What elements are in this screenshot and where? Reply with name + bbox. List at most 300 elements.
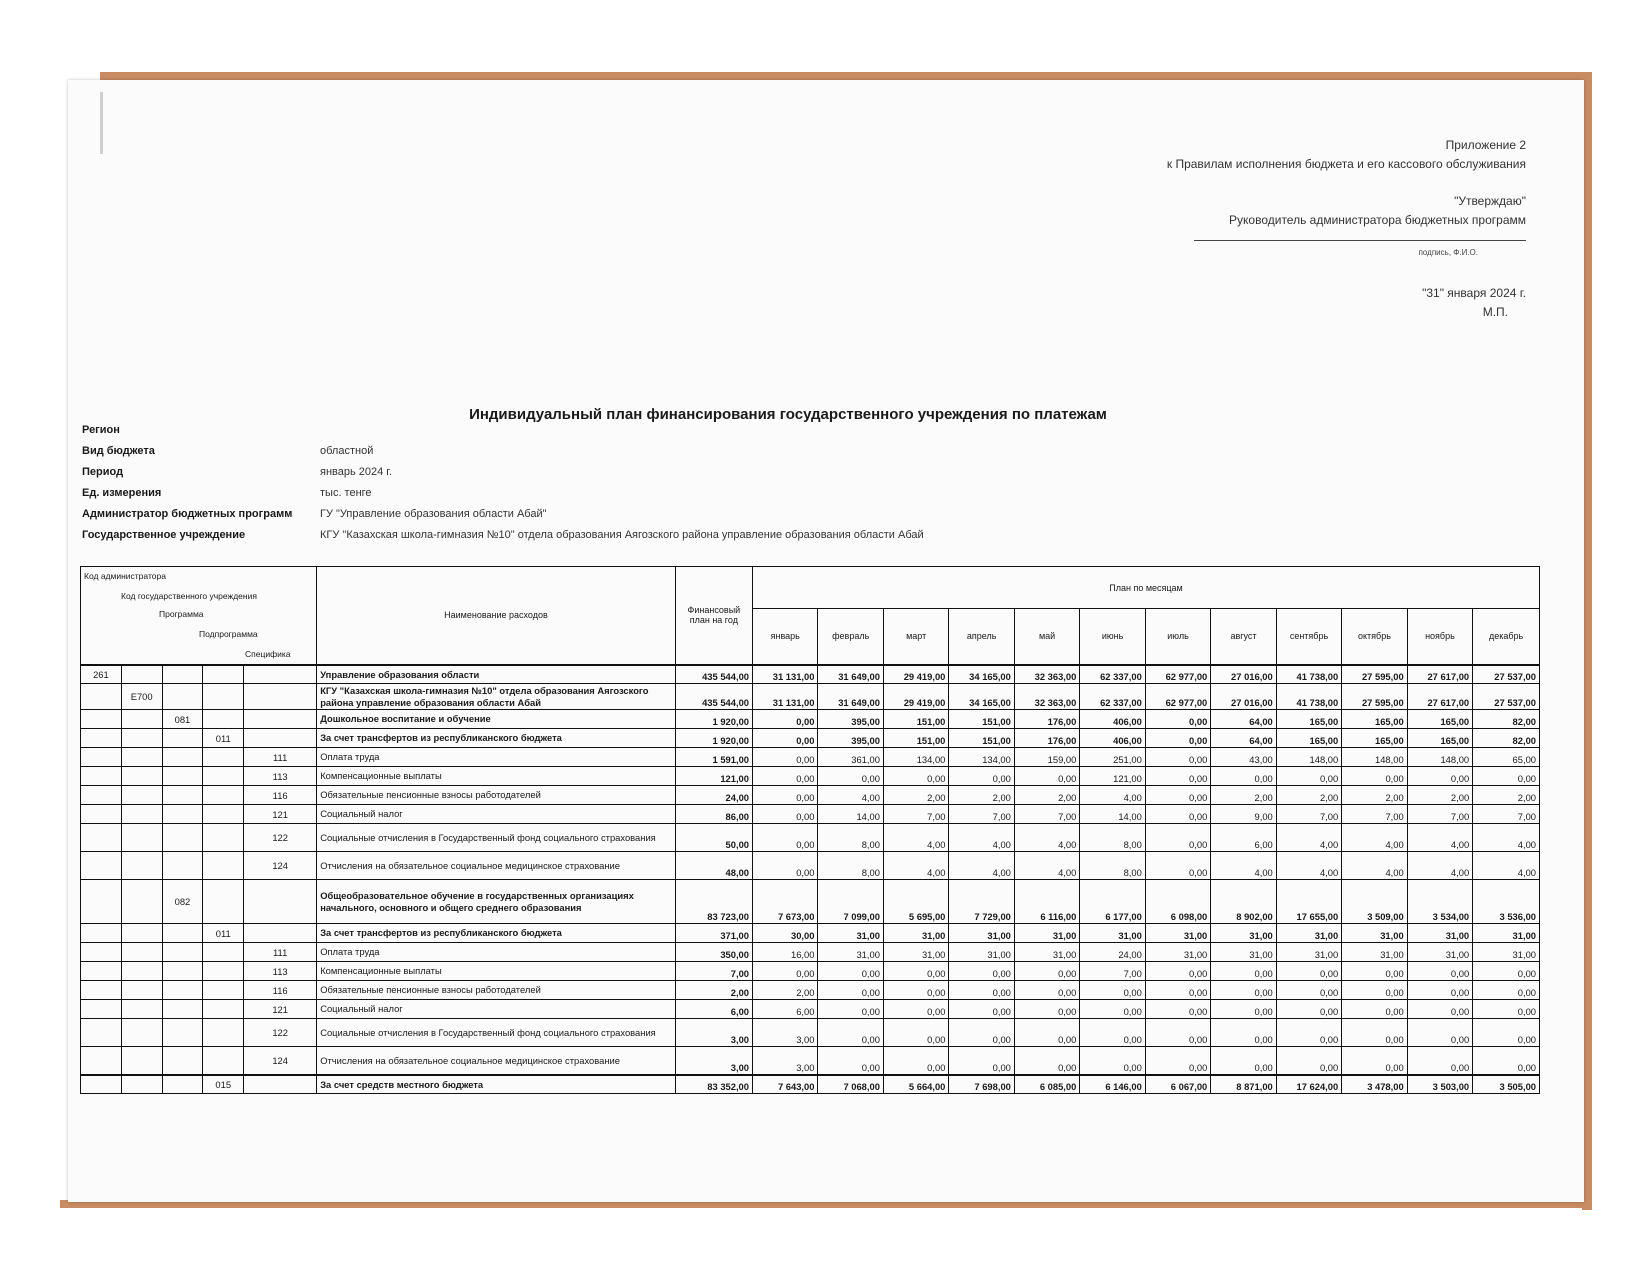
month-value-cell: 0,00 <box>1145 1000 1210 1019</box>
month-value-cell: 7 099,00 <box>818 880 883 924</box>
month-header: январь <box>753 609 818 665</box>
table-row <box>81 880 1540 924</box>
meta-row: Регион <box>82 424 120 436</box>
month-value-cell: 31,00 <box>1276 943 1341 962</box>
month-value-cell: 65,00 <box>1473 748 1540 767</box>
table-row <box>81 852 1540 880</box>
code-cell <box>162 1019 203 1047</box>
month-value-cell: 0,00 <box>1145 748 1210 767</box>
paper-edge-mark <box>100 92 103 154</box>
month-value-cell: 2,00 <box>949 786 1014 805</box>
code-header: Код администратора Код государственного учреждения Программа Подпрограмма Специфика <box>81 567 317 665</box>
month-value-cell: 62 977,00 <box>1145 684 1210 710</box>
month-value-cell: 4,00 <box>883 824 948 852</box>
month-value-cell: 7,00 <box>1276 805 1341 824</box>
month-value-cell: 4,00 <box>1407 824 1472 852</box>
table-row <box>81 710 1540 729</box>
code-cell <box>81 1000 122 1019</box>
meta-row: Вид бюджета областной <box>82 445 374 457</box>
expense-name-cell: Обязательные пенсионные взносы работодателей <box>317 981 676 1000</box>
month-header: май <box>1014 609 1079 665</box>
table-row <box>81 748 1540 767</box>
year-plan-cell: 24,00 <box>675 786 752 805</box>
code-cell <box>203 684 244 710</box>
month-value-cell: 32 363,00 <box>1014 665 1079 684</box>
expense-name-cell: Компенсационные выплаты <box>317 962 676 981</box>
table-row <box>81 1019 1540 1047</box>
month-value-cell: 2,00 <box>1211 786 1276 805</box>
code-cell <box>121 924 162 943</box>
month-value-cell: 9,00 <box>1211 805 1276 824</box>
month-value-cell: 0,00 <box>1407 1047 1472 1075</box>
month-header: декабрь <box>1473 609 1540 665</box>
month-value-cell: 31 131,00 <box>753 665 818 684</box>
code-cell <box>121 729 162 748</box>
month-value-cell: 0,00 <box>753 824 818 852</box>
month-value-cell: 6 067,00 <box>1145 1075 1210 1094</box>
code-cell <box>121 665 162 684</box>
month-value-cell: 0,00 <box>1407 1019 1472 1047</box>
month-value-cell: 121,00 <box>1080 767 1145 786</box>
code-cell <box>121 981 162 1000</box>
meta-block <box>82 420 924 546</box>
month-value-cell: 0,00 <box>1014 1019 1079 1047</box>
month-value-cell: 17 655,00 <box>1276 880 1341 924</box>
code-cell: 113 <box>244 767 317 786</box>
code-cell <box>121 962 162 981</box>
code-cell <box>244 665 317 684</box>
month-value-cell: 8,00 <box>1080 852 1145 880</box>
table-row <box>81 805 1540 824</box>
month-value-cell: 27 617,00 <box>1407 684 1472 710</box>
code-cell <box>203 805 244 824</box>
code-cell <box>203 943 244 962</box>
month-value-cell: 0,00 <box>883 1000 948 1019</box>
code-cell <box>81 981 122 1000</box>
month-value-cell: 0,00 <box>883 962 948 981</box>
month-header: февраль <box>818 609 883 665</box>
month-value-cell: 27 595,00 <box>1342 684 1407 710</box>
code-cell <box>162 981 203 1000</box>
code-cell <box>244 924 317 943</box>
month-value-cell: 31,00 <box>1014 924 1079 943</box>
code-cell <box>81 748 122 767</box>
month-value-cell: 0,00 <box>818 962 883 981</box>
month-value-cell: 0,00 <box>949 1047 1014 1075</box>
month-value-cell: 0,00 <box>1145 805 1210 824</box>
code-cell <box>162 729 203 748</box>
code-cell <box>244 729 317 748</box>
code-cell <box>81 710 122 729</box>
month-value-cell: 43,00 <box>1211 748 1276 767</box>
code-cell <box>203 1019 244 1047</box>
month-value-cell: 7,00 <box>1080 962 1145 981</box>
signature-line <box>1194 240 1526 241</box>
expense-name-cell: Компенсационные выплаты <box>317 767 676 786</box>
month-value-cell: 82,00 <box>1473 729 1540 748</box>
code-cell <box>162 748 203 767</box>
year-plan-cell: 1 920,00 <box>675 710 752 729</box>
month-value-cell: 0,00 <box>1145 962 1210 981</box>
month-value-cell: 31,00 <box>1211 924 1276 943</box>
table-row <box>81 1075 1540 1094</box>
month-value-cell: 159,00 <box>1014 748 1079 767</box>
month-value-cell: 4,00 <box>949 824 1014 852</box>
month-value-cell: 0,00 <box>818 767 883 786</box>
table-row <box>81 924 1540 943</box>
month-value-cell: 165,00 <box>1407 729 1472 748</box>
code-cell <box>81 805 122 824</box>
code-cell: 261 <box>81 665 122 684</box>
month-value-cell: 0,00 <box>1342 981 1407 1000</box>
month-value-cell: 7 673,00 <box>753 880 818 924</box>
expense-name-cell: Социальные отчисления в Государственный фонд социального страхования <box>317 824 676 852</box>
code-cell <box>244 880 317 924</box>
month-value-cell: 0,00 <box>1145 981 1210 1000</box>
approval-block <box>1166 136 1526 322</box>
code-cell <box>121 824 162 852</box>
month-value-cell: 8,00 <box>818 824 883 852</box>
month-value-cell: 151,00 <box>949 710 1014 729</box>
month-header: июль <box>1145 609 1210 665</box>
code-cell <box>121 852 162 880</box>
month-value-cell: 0,00 <box>1276 767 1341 786</box>
month-value-cell: 0,00 <box>949 1000 1014 1019</box>
month-value-cell: 27 537,00 <box>1473 684 1540 710</box>
month-value-cell: 31,00 <box>1342 924 1407 943</box>
appendix-label: Приложение 2 <box>1445 138 1526 152</box>
month-value-cell: 3 534,00 <box>1407 880 1472 924</box>
month-value-cell: 0,00 <box>1211 962 1276 981</box>
month-value-cell: 4,00 <box>1014 852 1079 880</box>
code-cell: E700 <box>121 684 162 710</box>
code-cell <box>203 981 244 1000</box>
expense-name-cell: Отчисления на обязательное социальное медицинское страхование <box>317 852 676 880</box>
month-value-cell: 176,00 <box>1014 710 1079 729</box>
code-cell: 082 <box>162 880 203 924</box>
table-row <box>81 824 1540 852</box>
table-row <box>81 943 1540 962</box>
month-value-cell: 31,00 <box>1276 924 1341 943</box>
month-value-cell: 7,00 <box>1342 805 1407 824</box>
year-plan-cell: 50,00 <box>675 824 752 852</box>
meta-row: Администратор бюджетных программ ГУ "Управление образования области Абай" <box>82 508 547 520</box>
month-value-cell: 151,00 <box>883 710 948 729</box>
code-cell <box>203 880 244 924</box>
month-value-cell: 0,00 <box>753 767 818 786</box>
code-cell: 121 <box>244 805 317 824</box>
month-value-cell: 3 505,00 <box>1473 1075 1540 1094</box>
meta-row: Ед. измерения тыс. тенге <box>82 487 372 499</box>
year-plan-cell: 371,00 <box>675 924 752 943</box>
month-value-cell: 7,00 <box>1473 805 1540 824</box>
month-value-cell: 4,00 <box>1276 824 1341 852</box>
month-value-cell: 361,00 <box>818 748 883 767</box>
table-row <box>81 729 1540 748</box>
month-value-cell: 27 595,00 <box>1342 665 1407 684</box>
code-cell: 124 <box>244 1047 317 1075</box>
code-cell <box>81 684 122 710</box>
month-value-cell: 31 649,00 <box>818 684 883 710</box>
year-plan-cell: 435 544,00 <box>675 684 752 710</box>
month-value-cell: 30,00 <box>753 924 818 943</box>
code-cell <box>162 767 203 786</box>
code-cell <box>244 1075 317 1094</box>
month-value-cell: 0,00 <box>1342 767 1407 786</box>
month-value-cell: 0,00 <box>1276 981 1341 1000</box>
head-label: Руководитель администратора бюджетных программ <box>1229 213 1526 227</box>
code-cell <box>121 767 162 786</box>
code-cell <box>203 1000 244 1019</box>
month-value-cell: 31,00 <box>1014 943 1079 962</box>
month-value-cell: 0,00 <box>1211 1019 1276 1047</box>
expense-name-cell: За счет средств местного бюджета <box>317 1075 676 1094</box>
document-sheet <box>68 80 1584 1202</box>
month-value-cell: 0,00 <box>1473 981 1540 1000</box>
month-value-cell: 41 738,00 <box>1276 665 1341 684</box>
year-plan-cell: 435 544,00 <box>675 665 752 684</box>
month-header: сентябрь <box>1276 609 1341 665</box>
month-value-cell: 165,00 <box>1276 710 1341 729</box>
code-cell: 116 <box>244 786 317 805</box>
month-value-cell: 27 617,00 <box>1407 665 1472 684</box>
month-value-cell: 0,00 <box>1145 1019 1210 1047</box>
code-cell <box>121 1047 162 1075</box>
month-value-cell: 0,00 <box>1276 1000 1341 1019</box>
month-value-cell: 0,00 <box>1211 767 1276 786</box>
month-value-cell: 4,00 <box>1473 852 1540 880</box>
month-header: август <box>1211 609 1276 665</box>
month-value-cell: 27 016,00 <box>1211 684 1276 710</box>
code-cell <box>203 962 244 981</box>
month-value-cell: 0,00 <box>1080 1019 1145 1047</box>
month-value-cell: 0,00 <box>1080 981 1145 1000</box>
expense-name-cell: Социальные отчисления в Государственный фонд социального страхования <box>317 1019 676 1047</box>
code-cell <box>162 1047 203 1075</box>
year-header: Финансовый план на год <box>675 567 752 665</box>
meta-row: Государственное учреждение КГУ "Казахская школа-гимназия №10" отдела образования Аягозского района управление образования области Абай <box>82 529 924 541</box>
code-cell <box>162 824 203 852</box>
month-value-cell: 14,00 <box>1080 805 1145 824</box>
code-cell <box>203 710 244 729</box>
table-row <box>81 786 1540 805</box>
table-row <box>81 767 1540 786</box>
month-value-cell: 6,00 <box>1211 824 1276 852</box>
code-cell: 081 <box>162 710 203 729</box>
month-value-cell: 7 643,00 <box>753 1075 818 1094</box>
month-value-cell: 4,00 <box>818 786 883 805</box>
month-value-cell: 8 871,00 <box>1211 1075 1276 1094</box>
month-value-cell: 2,00 <box>1473 786 1540 805</box>
code-cell <box>81 786 122 805</box>
month-value-cell: 6 116,00 <box>1014 880 1079 924</box>
month-value-cell: 24,00 <box>1080 943 1145 962</box>
table-row <box>81 962 1540 981</box>
month-value-cell: 0,00 <box>1014 981 1079 1000</box>
month-value-cell: 0,00 <box>1145 710 1210 729</box>
month-value-cell: 5 664,00 <box>883 1075 948 1094</box>
month-value-cell: 0,00 <box>1407 1000 1472 1019</box>
table-row <box>81 1047 1540 1075</box>
month-header: июнь <box>1080 609 1145 665</box>
code-cell <box>162 1075 203 1094</box>
month-value-cell: 31 649,00 <box>818 665 883 684</box>
name-header: Наименование расходов <box>317 567 676 665</box>
month-header: март <box>883 609 948 665</box>
year-plan-cell: 83 352,00 <box>675 1075 752 1094</box>
code-cell <box>121 805 162 824</box>
code-cell <box>162 786 203 805</box>
month-value-cell: 6 177,00 <box>1080 880 1145 924</box>
month-value-cell: 31,00 <box>883 943 948 962</box>
month-value-cell: 3 509,00 <box>1342 880 1407 924</box>
month-value-cell: 4,00 <box>1342 852 1407 880</box>
code-cell <box>81 880 122 924</box>
code-cell <box>81 924 122 943</box>
month-value-cell: 0,00 <box>1080 1000 1145 1019</box>
month-value-cell: 0,00 <box>1211 1047 1276 1075</box>
month-value-cell: 176,00 <box>1014 729 1079 748</box>
month-value-cell: 148,00 <box>1407 748 1472 767</box>
month-value-cell: 7,00 <box>949 805 1014 824</box>
month-value-cell: 2,00 <box>1407 786 1472 805</box>
month-value-cell: 0,00 <box>753 748 818 767</box>
code-cell <box>121 1019 162 1047</box>
month-value-cell: 0,00 <box>1145 824 1210 852</box>
month-value-cell: 0,00 <box>883 981 948 1000</box>
month-value-cell: 31,00 <box>1407 943 1472 962</box>
month-value-cell: 7 068,00 <box>818 1075 883 1094</box>
month-value-cell: 0,00 <box>883 767 948 786</box>
expense-name-cell: Социальный налог <box>317 805 676 824</box>
code-cell <box>203 786 244 805</box>
meta-row: Период январь 2024 г. <box>82 466 393 478</box>
month-value-cell: 2,00 <box>1276 786 1341 805</box>
financing-plan-table <box>80 566 1540 1094</box>
code-cell <box>162 805 203 824</box>
month-value-cell: 0,00 <box>753 786 818 805</box>
code-cell: 116 <box>244 981 317 1000</box>
code-cell: 111 <box>244 748 317 767</box>
month-value-cell: 0,00 <box>1080 1047 1145 1075</box>
code-cell: 122 <box>244 824 317 852</box>
code-cell <box>162 1000 203 1019</box>
year-plan-cell: 83 723,00 <box>675 880 752 924</box>
code-cell <box>121 786 162 805</box>
month-header: октябрь <box>1342 609 1407 665</box>
code-cell <box>81 729 122 748</box>
month-value-cell: 148,00 <box>1276 748 1341 767</box>
month-value-cell: 4,00 <box>1080 786 1145 805</box>
month-value-cell: 0,00 <box>883 1019 948 1047</box>
month-value-cell: 0,00 <box>1145 852 1210 880</box>
code-cell <box>121 943 162 962</box>
month-header: апрель <box>949 609 1014 665</box>
month-value-cell: 5 695,00 <box>883 880 948 924</box>
table-row <box>81 981 1540 1000</box>
month-value-cell: 406,00 <box>1080 729 1145 748</box>
month-value-cell: 34 165,00 <box>949 665 1014 684</box>
month-value-cell: 4,00 <box>949 852 1014 880</box>
month-value-cell: 8 902,00 <box>1211 880 1276 924</box>
month-value-cell: 0,00 <box>753 710 818 729</box>
code-cell <box>244 710 317 729</box>
month-value-cell: 64,00 <box>1211 710 1276 729</box>
month-value-cell: 8,00 <box>818 852 883 880</box>
stamp-label: М.П. <box>1482 305 1508 319</box>
month-value-cell: 31,00 <box>883 924 948 943</box>
table-row <box>81 1000 1540 1019</box>
month-value-cell: 0,00 <box>1342 1000 1407 1019</box>
month-value-cell: 0,00 <box>949 767 1014 786</box>
code-cell <box>81 852 122 880</box>
code-cell: 113 <box>244 962 317 981</box>
month-value-cell: 0,00 <box>1407 962 1472 981</box>
code-cell <box>203 665 244 684</box>
month-value-cell: 151,00 <box>883 729 948 748</box>
month-value-cell: 0,00 <box>1276 1047 1341 1075</box>
month-value-cell: 27 537,00 <box>1473 665 1540 684</box>
year-plan-cell: 1 920,00 <box>675 729 752 748</box>
month-value-cell: 0,00 <box>1276 962 1341 981</box>
month-value-cell: 31 131,00 <box>753 684 818 710</box>
rules-label: к Правилам исполнения бюджета и его кассового обслуживания <box>1166 157 1526 171</box>
expense-name-cell: Оплата труда <box>317 943 676 962</box>
month-value-cell: 0,00 <box>1276 1019 1341 1047</box>
month-value-cell: 0,00 <box>753 729 818 748</box>
month-value-cell: 31,00 <box>1473 924 1540 943</box>
month-value-cell: 4,00 <box>1014 824 1079 852</box>
month-value-cell: 0,00 <box>1014 767 1079 786</box>
expense-name-cell: Оплата труда <box>317 748 676 767</box>
month-value-cell: 31,00 <box>1407 924 1472 943</box>
code-cell: 011 <box>203 924 244 943</box>
code-cell <box>81 962 122 981</box>
month-value-cell: 6 146,00 <box>1080 1075 1145 1094</box>
code-cell: 015 <box>203 1075 244 1094</box>
month-value-cell: 3 478,00 <box>1342 1075 1407 1094</box>
code-cell <box>162 924 203 943</box>
month-value-cell: 32 363,00 <box>1014 684 1079 710</box>
month-value-cell: 0,00 <box>1211 981 1276 1000</box>
month-value-cell: 0,00 <box>1145 786 1210 805</box>
month-value-cell: 41 738,00 <box>1276 684 1341 710</box>
code-cell <box>81 1047 122 1075</box>
code-cell <box>162 962 203 981</box>
month-value-cell: 165,00 <box>1342 710 1407 729</box>
month-value-cell: 6,00 <box>753 1000 818 1019</box>
month-value-cell: 31,00 <box>949 943 1014 962</box>
month-value-cell: 0,00 <box>1211 1000 1276 1019</box>
month-value-cell: 0,00 <box>1473 1019 1540 1047</box>
month-value-cell: 31,00 <box>1211 943 1276 962</box>
month-value-cell: 4,00 <box>1407 852 1472 880</box>
month-value-cell: 0,00 <box>949 981 1014 1000</box>
month-value-cell: 0,00 <box>949 1019 1014 1047</box>
month-value-cell: 2,00 <box>1342 786 1407 805</box>
month-value-cell: 0,00 <box>1014 962 1079 981</box>
month-value-cell: 165,00 <box>1342 729 1407 748</box>
year-plan-cell: 3,00 <box>675 1019 752 1047</box>
month-value-cell: 3,00 <box>753 1047 818 1075</box>
code-cell <box>81 1019 122 1047</box>
month-value-cell: 0,00 <box>753 805 818 824</box>
month-value-cell: 62 337,00 <box>1080 684 1145 710</box>
month-value-cell: 62 977,00 <box>1145 665 1210 684</box>
month-value-cell: 134,00 <box>883 748 948 767</box>
month-value-cell: 2,00 <box>883 786 948 805</box>
code-cell: 111 <box>244 943 317 962</box>
